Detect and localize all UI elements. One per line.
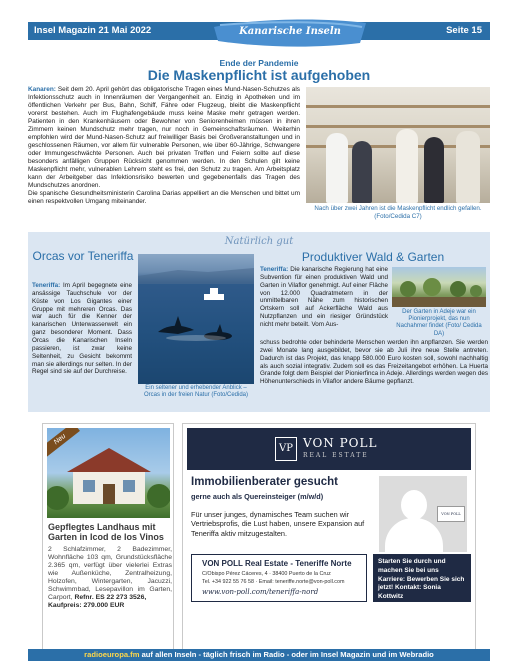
nature-section-title: Natürlich gut [224,236,294,247]
section-banner [210,17,370,49]
article-place: Kanaren: [28,86,56,93]
property-features: 2 Schlafzimmer, 2 Badezimmer, Wohnfläche 103 qm, Grundstücksfläche 2.365 qm, verfügt über vielerlei Extras wie Außenküche, Zentralheizung, Holzofen, Wintergarten, Jacuzzi, Schwimmbad, Lesepavillon im Garten, Carport, [48,546,172,602]
orcas-body [32,282,132,376]
garden-photo [392,267,486,307]
person-silhouette-icon [379,476,467,552]
new-ribbon: Neu [47,428,80,457]
article-kicker: Ende der Pandemie [219,58,299,68]
orcas-place: Teneriffa: [32,282,61,289]
office-website-link[interactable]: www.von-poll.com/teneriffa-nord [202,588,319,596]
article-body [28,86,300,206]
office-contact: Tel. +34 922 55 76 58 · Email: teneriffe.norte@von-poll.com [202,579,345,585]
vonpoll-brand-sub: REAL ESTATE [303,452,369,459]
job-headline: Immobilienberater gesucht [191,476,338,488]
article-text: Seit dem 20. April gehört das obligatorische Tragen eines Mund-Nasen-Schutzes als Infektionsschutz auch in Innenräumen der Vergangenheit an. Einzig in Apotheken und im öffentlichen Verkehr per Bus, Bahn, Schiff, Fähre oder Flugzeug, bleibt die Maskenpflicht vorerst bestehen. Auch im Flughafengebäude muss keine Maske mehr getragen werden. Patienten in den Krankenhäusern oder Bewohner von Seniorenheimen müssen in ihren Zimmern keinen Mundschutz mehr tragen, nur noch in Gemeinschaftsräumen. Weiterhin empfohlen wird der Mund-Nasen-Schutz auf freiwilliger Basis bei Großveranstaltungen und in geschlossenen Räumen, vor allem für vulnerable Personen, wie über 60-Jährige, Schwangere oder Immungeschwächte Personen. Auch bei privaten Treffen und Feiern sollte auf diese besonders anfälligen Gruppen Rücksicht genommen werden. In den Schulen gilt keine Maskenpflicht mehr, vulnerablen Lehrern steht es frei, den Schutz zu tragen. Am Arbeitsplatz kann der Arbeitgeber das Infektionsrisiko bewerten und gegebenenfalls das Tragen des Mundschutzes anordnen. [28,86,301,189]
footer-radio-link[interactable]: radioeuropa.fm [84,650,140,659]
footer-text: auf allen Inseln - täglich frisch im Radio - oder im Insel Magazin und im Webradio [139,650,434,659]
orcas-photo [138,254,254,384]
wald-body-top [260,266,388,329]
page-footer [28,649,490,661]
magazine-issue: Insel Magazin 21 Mai 2022 [34,25,152,36]
vonpoll-banner [187,428,471,470]
orcas-text: Im April begegnete eine ansässige Tauchschule vor der Küste von Los Gigantes einer Gruppe mit mehreren Orcas. Das war auch für die Kenner der kanarischen Unterwasserwelt ein ganz besonderer Moment. Dass Orcas die Kanarischen Inseln passieren, ist zwar keine Seltenheit, zu Gesicht bekommt man sie allerdings nur selten. In der Regel sind sie auf der Durchreise. [32,282,132,376]
wald-text-1: Die kanarische Regierung hat eine Subvention für einen produktiven Wald und Garten in Vilaflor genehmigt. Auf einer Fläche von 12.000 Quadratmetern in der unmittelbaren Nähe zum historischen Ortskern soll auf Ackerfläche Wald aus Nutzpflanzen und ein riesiger Gründstück nicht mehr beteilt. Vom Aus- [260,266,388,329]
vonpoll-brand: VON POLL [303,436,378,450]
photo-caption: Nach über zwei Jahren ist die Maskenpflicht endlich gefallen. (Foto/Cedida C7) [314,205,482,220]
wald-body-bottom: schuss bedrohte oder behinderte Menschen werden ihn anpflanzen. Sie werden zwei Monate lang ausgebildet, bevor sie ab Juli ihre neue Stelle antreten. Dadurch ist das Projekt, das knapp 580.000 Euro kosten soll, sowohl nachhaltig als auch sozial integrativ. Zudem soll es das Freizeitangebot erhöhen. La Huerta Grande folgt dem Beispiel der Pionierfinca in Adeje. Allerdings werden wegen des Höhenunterschieds in Vilaflor andere Bäume gepflanzt. [260,339,488,386]
career-cta: Starten Sie durch und machen Sie bei uns Karriere: Bewerben Sie sich jetzt! Kontakt: Sonia Kottwitz [373,554,471,602]
property-photo [47,428,170,518]
office-name: VON POLL Real Estate - Teneriffe Norte [202,559,352,568]
article-text-2: Die spanische Gesundheitsministerin Carolina Darias appelliert an die Menschen und bittet um einen respektvollen Umgang miteinander. [28,190,300,205]
article-photo-shop [306,87,490,203]
vonpoll-logo-icon: VP [275,437,297,461]
property-ref: Refnr. ES 22 273 3526, [74,594,147,602]
article-headline: Die Maskenpflicht ist aufgehoben [147,67,371,83]
page-number: Seite 15 [446,25,482,36]
office-contact-box [191,554,367,602]
office-address: C/Obispo Pérez Cáceres, 4 · 38400 Puerto de la Cruz [202,571,331,577]
orcas-photo-caption: Ein seltener und erhebender Anblick – Orcas in der freien Natur (Foto/Cedida) [143,385,249,399]
business-card: VON POLL [437,506,465,522]
section-banner-label: Kanarische Inseln [239,26,341,37]
property-price: Kaufpreis: 279.000 EUR [48,602,125,610]
nature-panel [28,232,490,412]
garden-photo-caption: Der Garten in Adeje war ein Pionierprojekt, das nun Nachahmer findet (Foto/ Cedida DA) [396,309,482,337]
garden-illustration [392,267,486,307]
orcas-headline: Orcas vor Teneriffa [32,249,134,263]
property-ad[interactable] [42,423,174,655]
wald-headline: Produktiver Wald & Garten [301,250,445,264]
recruitment-ad[interactable] [182,423,476,655]
property-description [48,546,172,610]
job-subline: gerne auch als Quereinsteiger (m/w/d) [191,492,324,501]
property-title: Gepflegtes Landhaus mit Garten in Icod de los Vinos [48,522,164,543]
orca-boat-illustration [138,254,254,384]
job-description: Für unser junges, dynamisches Team suchen wir Vertriebsprofis, die Lust haben, unsere Expansion auf Teneriffa aktiv mitzugestalten. [191,510,365,538]
wald-place: Teneriffa: [260,266,289,273]
